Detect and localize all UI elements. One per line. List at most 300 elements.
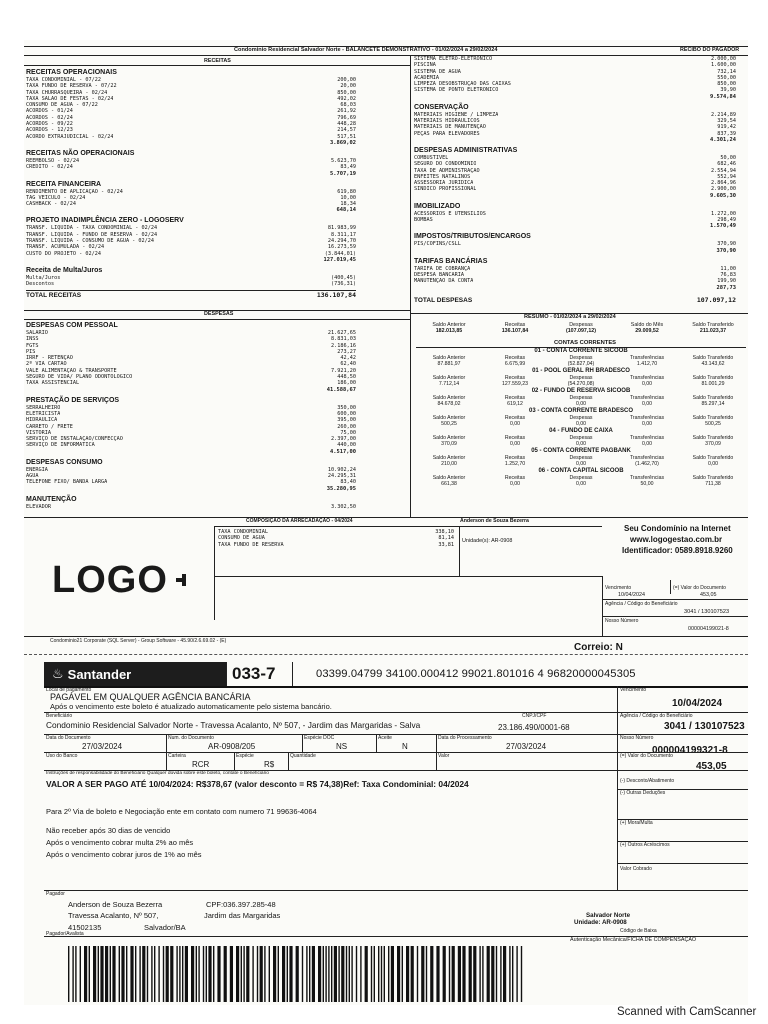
line-item-label: FGTS — [26, 342, 39, 349]
conta-value-cell: 0,00 — [575, 401, 587, 407]
line-item-value: 448,28 — [337, 121, 356, 128]
conta-value-cell: 50,00 — [640, 481, 654, 487]
barcode-bar — [365, 946, 368, 1002]
quantidade-label: Quantidade — [290, 753, 316, 759]
barcode-bar — [170, 946, 173, 1002]
conta-value-cell: (1.462,70) — [635, 461, 659, 467]
barcode-bar — [302, 946, 303, 1002]
line-item-label: ÁGUA — [26, 473, 39, 480]
col-divider-3 — [376, 734, 377, 752]
line-item-value: 83,49 — [340, 164, 356, 171]
line-item-value: 1.600,00 — [711, 62, 736, 69]
line-item-label: COMBUSTÍVEL — [414, 154, 449, 161]
barcode-bar — [500, 946, 501, 1002]
barcode-bar — [278, 946, 279, 1002]
line-item-value: 50,00 — [720, 154, 736, 161]
barcode-bar — [198, 946, 199, 1002]
conta-title: 01 - POOL GERAL RH BRADESCO — [532, 368, 630, 374]
report-title: Condominio Residencial Salvador Norte - BALANCETE DEMONSTRATIVO - 01/02/2024 a 29/02/2024 — [234, 47, 498, 53]
conta-value-cell: 711,38 — [705, 481, 721, 487]
instrucao-4: Após o vencimento cobrar multa 2% ao mês — [46, 838, 194, 847]
line-item-value: 448,50 — [337, 374, 356, 381]
total-receitas-label: TOTAL RECEITAS — [26, 291, 82, 299]
pagador-right-2: Unidade: AR-0908 — [574, 919, 627, 926]
section-total: 648,14 — [336, 207, 356, 214]
line-item-label: ELETRICISTA — [26, 410, 61, 417]
aceite-label: Aceite — [378, 735, 392, 741]
outras-ded-label: (-) Outras Deduções — [620, 790, 666, 796]
conta-grid — [416, 355, 746, 367]
conta-header-cell: Saldo Transferido — [692, 475, 734, 481]
conta-value-cell: 661,38 — [441, 481, 457, 487]
line-item-value: 395,00 — [337, 417, 356, 424]
line-item-value: 81.983,99 — [327, 225, 356, 232]
conta-header-cell: Saldo Transferido — [692, 355, 734, 361]
line-item-label: CUSTO DO PROJETO - 02/24 — [26, 250, 101, 257]
section-total: 127.019,45 — [323, 256, 356, 263]
barcode-bar — [185, 946, 188, 1002]
barcode-bar — [371, 946, 372, 1002]
line-item-value: 21.627,65 — [327, 330, 356, 336]
barcode-bar — [473, 946, 476, 1002]
total-despesas-label: TOTAL DESPESAS — [414, 296, 473, 304]
barcode-bar — [179, 946, 180, 1002]
conta-header-cell: Transferências — [629, 435, 665, 441]
line-item-label: SÍNDICO PROFISSIONAL — [414, 186, 477, 193]
document-page — [24, 40, 748, 1005]
barcode-bar — [119, 946, 120, 1002]
line-item-label: TAXA DE ADMINISTRAÇÃO — [414, 167, 480, 174]
barcode-bar — [509, 946, 510, 1002]
conta-header-cell: Despesas — [569, 455, 593, 461]
barcode-bar — [110, 946, 111, 1002]
barcode-bar — [346, 946, 347, 1002]
conta-grid — [416, 395, 746, 407]
line-item-value: 850,00 — [337, 89, 356, 96]
barcode-bar — [158, 946, 159, 1002]
barcode-bar — [217, 946, 220, 1002]
barcode-bar — [196, 946, 197, 1002]
pagador-city: Salvador/BA — [144, 923, 186, 932]
conta-block — [416, 348, 746, 367]
barcode-graphic — [68, 946, 528, 1002]
barcode — [68, 946, 528, 1002]
conta-grid — [416, 375, 746, 387]
line-item-label: TAXA SALÃO DE FESTAS - 02/24 — [26, 95, 114, 102]
section-title: RECEITA FINANCEIRA — [26, 180, 102, 188]
conta-value-cell: 0,00 — [641, 381, 653, 387]
barcode-bar — [130, 946, 133, 1002]
especie-label: Espécie — [236, 753, 254, 759]
site-url[interactable]: www.logogestao.com.br — [630, 535, 723, 544]
venc-block-mid-border — [670, 580, 671, 594]
barcode-bar — [334, 946, 337, 1002]
logo — [52, 556, 212, 602]
conta-header-cell: Despesas — [569, 475, 593, 481]
barcode-bar — [282, 946, 285, 1002]
line-item-value: 33,81 — [438, 541, 454, 548]
line-item-value: 75,00 — [340, 429, 356, 436]
bank-code-right — [292, 662, 293, 686]
line-item-label: TAXA ASSISTENCIAL — [26, 380, 80, 387]
bank-code: 033-7 — [232, 664, 276, 683]
resumo-value-cell: 136.107,84 — [501, 328, 529, 334]
conta-value-cell: 0,00 — [641, 441, 653, 447]
conta-value-cell: 0,00 — [509, 421, 521, 427]
barcode-bar — [230, 946, 233, 1002]
barcode-bar — [349, 946, 350, 1002]
barcode-bar — [112, 946, 115, 1002]
correio: Correio: N — [574, 642, 623, 653]
barcode-bar — [203, 946, 204, 1002]
conta-title: 03 - CONTA CORRENTE BRADESCO — [528, 408, 633, 414]
line-item-value: 214,57 — [337, 127, 356, 134]
line-item-value: 10,00 — [340, 194, 356, 201]
bank-code-left — [226, 662, 227, 686]
barcode-bar — [260, 946, 263, 1002]
line-item-label: MATERIAIS HIGIENE / LIMPEZA — [414, 111, 499, 118]
line-item-label: SEGURO DO CONDOMÍNIO — [414, 161, 477, 168]
section-title: CONSERVAÇÃO — [414, 103, 469, 111]
line-item-label: CONSUMO DE ÁGUA — [218, 535, 265, 542]
line-item-value: 329,54 — [717, 118, 736, 125]
line-item-value: 440,00 — [337, 442, 356, 449]
section-total: 35.280,95 — [326, 485, 356, 492]
line-item-value: 39,90 — [720, 87, 736, 94]
instrucao-2: Para 2º Via de boleto e Negociação ente em contato com numero 71 99636-4064 — [46, 807, 317, 816]
conta-header-cell: Receitas — [504, 455, 526, 461]
identificador: Identificador: 0589.8918.9260 — [622, 546, 733, 555]
conta-grid — [416, 435, 746, 447]
section-title: RECEITAS NÃO OPERACIONAIS — [26, 149, 135, 157]
conta-header-cell: Transferências — [629, 455, 665, 461]
barcode-bar — [68, 946, 69, 1002]
line-item-label: ACADEMIA — [414, 74, 439, 81]
pagador-bairro: Jardim das Margaridas — [204, 911, 281, 920]
line-item-value: 24.295,31 — [327, 473, 356, 480]
conta-title: 06 - CONTA CAPITAL SICOOB — [538, 468, 624, 474]
barcode-bar — [356, 946, 357, 1002]
line-item-label: RENDIMENTO DE APLICAÇÃO - 02/24 — [26, 188, 123, 195]
line-item-value: 600,00 — [337, 410, 356, 417]
num-doc-label: Num. do Documento — [168, 735, 214, 741]
conta-value-cell: 85.297,14 — [701, 401, 725, 407]
barcode-bar — [154, 946, 155, 1002]
section-title: IMPOSTOS/TRIBUTOS/ENCARGOS — [414, 233, 531, 241]
barcode-bar — [469, 946, 472, 1002]
line-item-value: (3.844,01) — [324, 250, 356, 257]
conta-value-cell: 1.252,70 — [504, 461, 526, 467]
conta-header-cell: Despesas — [569, 355, 593, 361]
venc-value: 10/04/2024 — [618, 592, 645, 598]
line-item-value: 81,14 — [438, 535, 454, 542]
flame-icon: ♨ — [52, 666, 64, 681]
line-item-value: 3.302,50 — [331, 503, 356, 510]
conta-header-cell: Saldo Anterior — [432, 355, 466, 361]
despesas-right-column — [414, 56, 736, 305]
section-total: 9.605,30 — [710, 192, 736, 199]
conta-header-cell: Saldo Transferido — [692, 415, 734, 421]
conta-header-cell: Despesas — [569, 375, 593, 381]
mora-label: (+) Mora/Multa — [620, 820, 653, 826]
barcode-bar — [105, 946, 108, 1002]
barcode-bar — [443, 946, 446, 1002]
pagador-rule — [44, 890, 748, 891]
line-item-value: 837,39 — [717, 130, 736, 137]
line-item-label: CRÉDITO - 02/24 — [26, 164, 73, 171]
section-total: 4.517,00 — [330, 448, 356, 455]
conta-value-cell: 43.143,62 — [701, 361, 725, 367]
conta-title: 02 - FUNDO DE RESERVA SICOOB — [531, 388, 631, 394]
barcode-bar — [521, 946, 522, 1002]
data-doc-label: Data do Documento — [46, 735, 91, 741]
line-item-value: 2.214,89 — [711, 111, 736, 118]
conta-value-cell: 1.412,70 — [636, 361, 658, 367]
num-doc-value: AR-0908/205 — [208, 742, 256, 751]
line-item-value: 24.294,70 — [327, 238, 356, 245]
barcode-bar — [208, 946, 211, 1002]
venc-label: Vencimento — [605, 585, 632, 591]
composicao-list — [218, 529, 454, 548]
conta-value-cell: 619,12 — [507, 401, 523, 407]
line-item-value: 8.311,17 — [331, 231, 356, 238]
conta-header-cell: Saldo Anterior — [432, 395, 466, 401]
line-item-label: PEÇAS PARA ELEVADORES — [414, 130, 480, 137]
barcode-bar — [482, 946, 483, 1002]
receitas-header: RECEITAS — [204, 58, 231, 64]
line-item-label: PIS/COFINS/CSLL — [414, 241, 461, 248]
boleto-right-border — [617, 686, 618, 890]
composicao-footer-rule — [24, 636, 748, 637]
barcode-bar — [139, 946, 140, 1002]
barcode-bar — [126, 946, 127, 1002]
cut-line — [24, 654, 748, 655]
autenticacao: Autenticação Mecânica/FICHA DE COMPENSAÇÃO — [570, 937, 697, 943]
conta-header-cell: Receitas — [504, 355, 526, 361]
pagador-address: Travessa Acalanto, Nº 507, — [68, 911, 159, 920]
resumo-header-cell: Saldo do Mês — [630, 322, 664, 328]
barcode-bar — [487, 946, 490, 1002]
line-item-label: TAXA FUNDO DE RESERVA — [218, 541, 284, 548]
conta-value-cell: 87.881,97 — [437, 361, 461, 367]
boleto-venc-label: Vencimento — [620, 687, 647, 693]
barcode-bar — [176, 946, 177, 1002]
line-item-label: SERVIÇO DE INFORMÁTICA — [26, 442, 95, 449]
line-item-label: Multa/Juros — [26, 274, 61, 281]
barcode-bar — [328, 946, 329, 1002]
conta-header-cell: Saldo Transferido — [692, 455, 734, 461]
conta-header-cell: Transferências — [629, 415, 665, 421]
line-item-label: TAXA CHURRASQUEIRA - 02/24 — [26, 89, 108, 96]
conta-header-cell: Saldo Anterior — [432, 455, 466, 461]
resumo-summary — [416, 322, 746, 334]
resumo-value-cell: (107.097,12) — [565, 328, 597, 334]
pagador-label: Pagador — [46, 891, 65, 897]
line-item-value: 2.864,96 — [711, 180, 736, 187]
conta-header-cell: Transferências — [629, 355, 665, 361]
conta-value-cell: 0,00 — [641, 401, 653, 407]
local-value: PAGÁVEL EM QUALQUER AGÊNCIA BANCÁRIA — [50, 692, 251, 702]
barcode-bar — [246, 946, 249, 1002]
line-item-value: 18,34 — [340, 201, 356, 208]
line-item-label: TAG VEÍCULO - 02/24 — [26, 194, 86, 201]
section-title: DESPESAS COM PESSOAL — [26, 322, 118, 329]
barcode-bar — [430, 946, 433, 1002]
local-note: Após o vencimento este boleto é atualizado automaticamente pelo sistema bancário. — [50, 702, 332, 711]
line-item-label: Descontos — [26, 281, 55, 288]
conta-value-cell: 127.559,23 — [502, 381, 528, 387]
barcode-bar — [449, 946, 450, 1002]
composicao-mid-border — [459, 526, 460, 576]
col-divider-5 — [234, 752, 235, 770]
conta-block — [416, 448, 746, 467]
barcode-bar — [491, 946, 494, 1002]
line-item-value: 10.902,24 — [327, 466, 356, 473]
conta-value-cell: 500,25 — [441, 421, 457, 427]
line-item-value: 2.186,16 — [331, 342, 356, 349]
barcode-bar — [166, 946, 169, 1002]
line-item-value: 619,80 — [337, 188, 356, 195]
resumo-value-cell: 29.009,52 — [635, 328, 659, 334]
conta-block — [416, 428, 746, 447]
nosso-label: Nosso Número — [605, 618, 639, 624]
line-item-value: 200,00 — [337, 77, 356, 83]
barcode-bar — [397, 946, 400, 1002]
line-item-label: TRANSF. LÍQUIDA - FUNDO DE RESERVA - 02/24 — [26, 231, 158, 238]
line-item-value: 16.273,59 — [327, 244, 356, 251]
barcode-bar — [388, 946, 389, 1002]
barcode-bar — [147, 946, 148, 1002]
cnpj-value: 23.186.490/0001-68 — [498, 723, 570, 732]
barcode-bar — [72, 946, 73, 1002]
acrescimos-rule — [617, 863, 748, 864]
line-item-label: SISTEMA DE ÁGUA — [414, 68, 461, 75]
barcode-bar — [182, 946, 183, 1002]
data-doc-value: 27/03/2024 — [82, 742, 123, 751]
barcode-bar — [496, 946, 497, 1002]
barcode-bar — [98, 946, 99, 1002]
especie-value: R$ — [264, 760, 275, 769]
composicao-bottom-rule — [214, 576, 602, 577]
line-item-value: 261,92 — [337, 108, 356, 115]
barcode-bar — [503, 946, 506, 1002]
barcode-bar — [402, 946, 403, 1002]
conta-block — [416, 368, 746, 387]
instrucao-5: Após o vencimento cobrar juros de 1% ao mês — [46, 850, 202, 859]
line-item-label: SEGURO DE VIDA/ PLANO ODONTOLÓGICO — [26, 374, 133, 381]
line-item-label: 2º VIA CARTÃO — [26, 361, 67, 368]
boleto-nosso-label: Nosso Número — [620, 735, 654, 741]
conta-header-cell: Despesas — [569, 415, 593, 421]
mid-rule — [24, 517, 748, 518]
line-item-label: TRANSF. ACUMULADA - 02/24 — [26, 244, 105, 251]
section-total: 1.570,49 — [710, 223, 736, 230]
barcode-bar — [331, 946, 332, 1002]
barcode-bar — [151, 946, 152, 1002]
line-item-label: SERRALHEIRO — [26, 404, 61, 411]
barcode-bar — [452, 946, 455, 1002]
line-item-value: 796,69 — [337, 114, 356, 121]
conta-value-cell: 6.675,99 — [504, 361, 526, 367]
bank-name: Santander — [67, 666, 132, 682]
carteira-value: RCR — [192, 760, 210, 769]
line-item-value: 370,90 — [717, 241, 736, 248]
composicao-unidade: Unidade(s): AR-0908 — [462, 538, 513, 544]
system-footer: Condominio21 Corporate (SQL Server) - Group Software - 45.90/2.6.69.02 - (E) — [50, 638, 227, 644]
barcode-bar — [269, 946, 270, 1002]
line-item-value: 199,90 — [717, 278, 736, 285]
barcode-bar — [80, 946, 81, 1002]
section-total: 370,90 — [716, 247, 736, 254]
col-divider-2 — [302, 734, 303, 752]
line-item-label: ENERGIA — [26, 466, 48, 473]
resumo-header-cell: Saldo Anterior — [432, 322, 466, 328]
barcode-bar — [384, 946, 385, 1002]
barcode-bar — [257, 946, 258, 1002]
line-item-label: BOMBAS — [414, 217, 433, 224]
line-item-value: 11,00 — [720, 265, 736, 272]
line-item-value: 2.000,00 — [711, 56, 736, 62]
conta-header-cell: Despesas — [569, 435, 593, 441]
barcode-bar — [135, 946, 136, 1002]
line-item-label: SISTEMA DE PONTO ELETRÔNICO — [414, 87, 499, 94]
barcode-bar — [381, 946, 382, 1002]
line-item-value: 682,46 — [717, 161, 736, 168]
line-item-label: ACESSÓRIOS E UTENSÍLIOS — [414, 210, 486, 217]
barcode-bar — [163, 946, 164, 1002]
conta-header-cell: Saldo Anterior — [432, 415, 466, 421]
conta-value-cell: 0,00 — [509, 441, 521, 447]
line-item-value: 850,00 — [717, 81, 736, 88]
conta-header-cell: Saldo Anterior — [432, 375, 466, 381]
line-item-label: MATERIAIS HIDRÁULICOS — [414, 118, 480, 125]
barcode-bar — [462, 946, 465, 1002]
agencia-label: Agência / Código do Beneficiário — [605, 601, 678, 607]
outros-acr-label: (+) Outros Acréscimos — [620, 842, 670, 848]
line-item-label: ACORDOS - 02/24 — [26, 114, 73, 121]
conta-value-cell: 0,00 — [575, 421, 587, 427]
section-total: 9.574,84 — [710, 93, 736, 100]
conta-header-cell: Saldo Transferido — [692, 395, 734, 401]
conta-value-cell: 0,00 — [575, 441, 587, 447]
barcode-bar — [318, 946, 321, 1002]
barcode-bar — [351, 946, 352, 1002]
conta-grid — [416, 455, 746, 467]
desconto-label: (-) Desconto/Abatimento — [620, 778, 675, 784]
composicao-rule — [214, 526, 602, 527]
barcode-bar — [436, 946, 439, 1002]
line-item-value: 298,49 — [717, 217, 736, 224]
conta-value-cell: (52.827,04) — [567, 361, 595, 367]
barcode-bar — [264, 946, 265, 1002]
line-item-label: TARIFA DE COBRANÇA — [414, 265, 471, 272]
line-item-value: 1.272,00 — [711, 210, 736, 217]
line-item-label: IRRF - RETENÇÃO — [26, 355, 73, 362]
barcode-bar — [273, 946, 276, 1002]
total-despesas-row — [414, 296, 736, 305]
linha-digitavel[interactable]: 03399.04799 34100.000412 99021.801016 4 96820000045305 — [316, 668, 636, 680]
barcode-bar — [84, 946, 87, 1002]
resumo-title: RESUMO - 01/02/2024 a 29/02/2024 — [524, 314, 616, 320]
barcode-bar — [224, 946, 227, 1002]
line-item-label: SISTEMA ELETRO-ELETRÔNICO — [414, 56, 493, 62]
section-title: DESPESAS ADMINISTRATIVAS — [414, 146, 518, 154]
data-proc-label: Data do Processamento — [438, 735, 492, 741]
receitas-column — [26, 66, 356, 300]
valor-doc-label: (=) Valor do Documento — [620, 753, 673, 759]
conta-value-cell: 81.001,29 — [701, 381, 725, 387]
logo-mark — [52, 556, 212, 602]
